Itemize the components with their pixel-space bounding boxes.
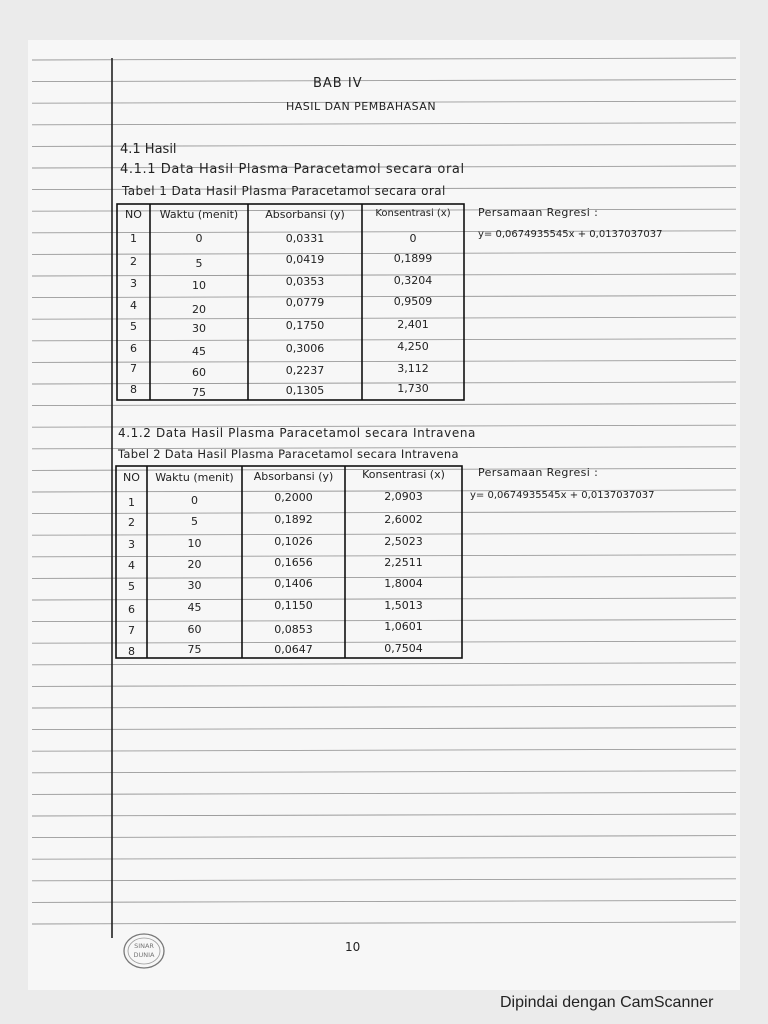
table1-cell-absorbansi: 0,1305 — [285, 384, 325, 397]
table1-cell-waktu: 10 — [192, 279, 206, 292]
table2-cell-absorbansi: 0,1026 — [274, 535, 313, 548]
table1-cell-waktu: 30 — [192, 322, 206, 335]
table1-cell-absorbansi: 0,0353 — [285, 275, 325, 288]
chapter-heading: BAB IV — [313, 76, 363, 91]
table2-cell-konsentrasi: 2,2511 — [384, 556, 423, 569]
table1-cell-no: 2 — [130, 255, 137, 268]
table1-cell-absorbansi: 0,0419 — [285, 253, 325, 266]
table1-cell-konsentrasi: 2,401 — [397, 318, 429, 331]
table2-cell-konsentrasi: 1,8004 — [384, 577, 423, 590]
table2-cell-konsentrasi: 2,0903 — [384, 490, 423, 503]
table2-cell-waktu: 60 — [187, 623, 202, 636]
table2-cell-absorbansi: 0,1656 — [274, 556, 313, 569]
table1-caption: Tabel 1 Data Hasil Plasma Paracetamol secara oral — [122, 184, 446, 198]
table2-regression-equation: y= 0,0674935545x + 0,0137037037 — [470, 490, 655, 501]
table2-cell-konsentrasi: 0,7504 — [384, 642, 423, 655]
table1-cell-waktu: 45 — [192, 345, 206, 358]
section-heading: 4.1 Hasil — [120, 142, 177, 157]
table2-cell-waktu: 45 — [187, 601, 202, 614]
table2-cell-absorbansi: 0,1406 — [274, 577, 313, 590]
table1-cell-waktu: 20 — [192, 303, 206, 316]
table1-header-absorbansi: Absorbansi (y) — [265, 208, 345, 221]
table2-cell-absorbansi: 0,0647 — [274, 643, 313, 656]
table1-cell-absorbansi: 0,3006 — [285, 342, 325, 355]
table2-cell-no: 6 — [128, 603, 135, 616]
table2-cell-absorbansi: 0,0853 — [274, 623, 313, 636]
table2-cell-waktu: 10 — [187, 537, 202, 550]
table1-cell-no: 6 — [130, 342, 137, 355]
table1-cell-absorbansi: 0,0779 — [285, 296, 325, 309]
table2-cell-konsentrasi: 1,0601 — [384, 620, 423, 633]
table2-caption: Tabel 2 Data Hasil Plasma Paracetamol secara Intravena — [118, 447, 459, 461]
table2-cell-waktu: 0 — [191, 494, 198, 507]
table1-cell-no: 5 — [130, 320, 137, 333]
table1-regression-label: Persamaan Regresi : — [478, 206, 599, 219]
table1-cell-konsentrasi: 1,730 — [397, 382, 429, 395]
table1-cell-konsentrasi: 0 — [409, 232, 417, 245]
table2-header-no: NO — [123, 471, 140, 484]
subsection1-heading: 4.1.1 Data Hasil Plasma Paracetamol secara oral — [120, 162, 465, 177]
svg-text:SINAR: SINAR — [134, 942, 154, 950]
table1-cell-absorbansi: 0,1750 — [285, 319, 325, 332]
table1-cell-waktu: 60 — [192, 366, 206, 379]
table2-header-konsentrasi: Konsentrasi (x) — [362, 468, 445, 481]
table1-cell-no: 3 — [130, 277, 137, 290]
table1-header-no: NO — [125, 208, 142, 221]
table2-cell-absorbansi: 0,2000 — [274, 491, 313, 504]
page-number: 10 — [345, 940, 361, 954]
table1-cell-no: 8 — [130, 383, 137, 396]
table2-cell-waktu: 30 — [187, 579, 202, 592]
table1-cell-absorbansi: 0,2237 — [285, 364, 325, 377]
table2-cell-waktu: 20 — [187, 558, 202, 571]
table2-header-absorbansi: Absorbansi (y) — [253, 470, 334, 483]
table2-cell-no: 2 — [128, 516, 135, 529]
table2-cell-konsentrasi: 1,5013 — [384, 599, 423, 612]
table2-cell-konsentrasi: 2,6002 — [384, 513, 423, 526]
table2-regression-label: Persamaan Regresi : — [478, 466, 599, 479]
table1-cell-no: 1 — [130, 232, 137, 245]
table2-cell-no: 5 — [128, 580, 135, 593]
svg-text:DUNIA: DUNIA — [133, 951, 155, 959]
table2-cell-no: 8 — [128, 645, 135, 658]
subsection2-heading: 4.1.2 Data Hasil Plasma Paracetamol secara Intravena — [118, 426, 476, 440]
table1-cell-absorbansi: 0,0331 — [285, 232, 325, 245]
table2-cell-waktu: 75 — [187, 643, 202, 656]
chapter-title: HASIL DAN PEMBAHASAN — [286, 100, 437, 113]
table2-cell-absorbansi: 0,1892 — [274, 513, 313, 526]
table2-header-waktu: Waktu (menit) — [155, 471, 234, 484]
table1-regression-equation: y= 0,0674935545x + 0,0137037037 — [478, 229, 663, 240]
table1-header-waktu: Waktu (menit) — [159, 208, 239, 221]
table2-cell-no: 7 — [128, 624, 135, 637]
table1-cell-waktu: 75 — [192, 386, 206, 399]
table1-header-konsentrasi: Konsentrasi (x) — [375, 208, 451, 219]
table2-cell-konsentrasi: 2,5023 — [384, 535, 423, 548]
table1-cell-no: 7 — [130, 362, 137, 375]
table2-cell-no: 3 — [128, 538, 135, 551]
table1-cell-konsentrasi: 0,3204 — [393, 274, 433, 287]
table1-cell-waktu: 5 — [195, 257, 203, 270]
table2-cell-no: 4 — [128, 559, 135, 572]
table1-cell-konsentrasi: 4,250 — [397, 340, 429, 353]
table1-cell-konsentrasi: 0,1899 — [393, 252, 433, 265]
table2-cell-no: 1 — [128, 496, 135, 509]
table2-cell-waktu: 5 — [191, 515, 198, 528]
table1-cell-waktu: 0 — [195, 232, 203, 245]
camscanner-footer: Dipindai dengan CamScanner — [500, 994, 714, 1011]
table2-cell-absorbansi: 0,1150 — [274, 599, 313, 612]
table1-cell-konsentrasi: 0,9509 — [393, 295, 433, 308]
table1-cell-no: 4 — [130, 299, 137, 312]
table1-cell-konsentrasi: 3,112 — [397, 362, 429, 375]
